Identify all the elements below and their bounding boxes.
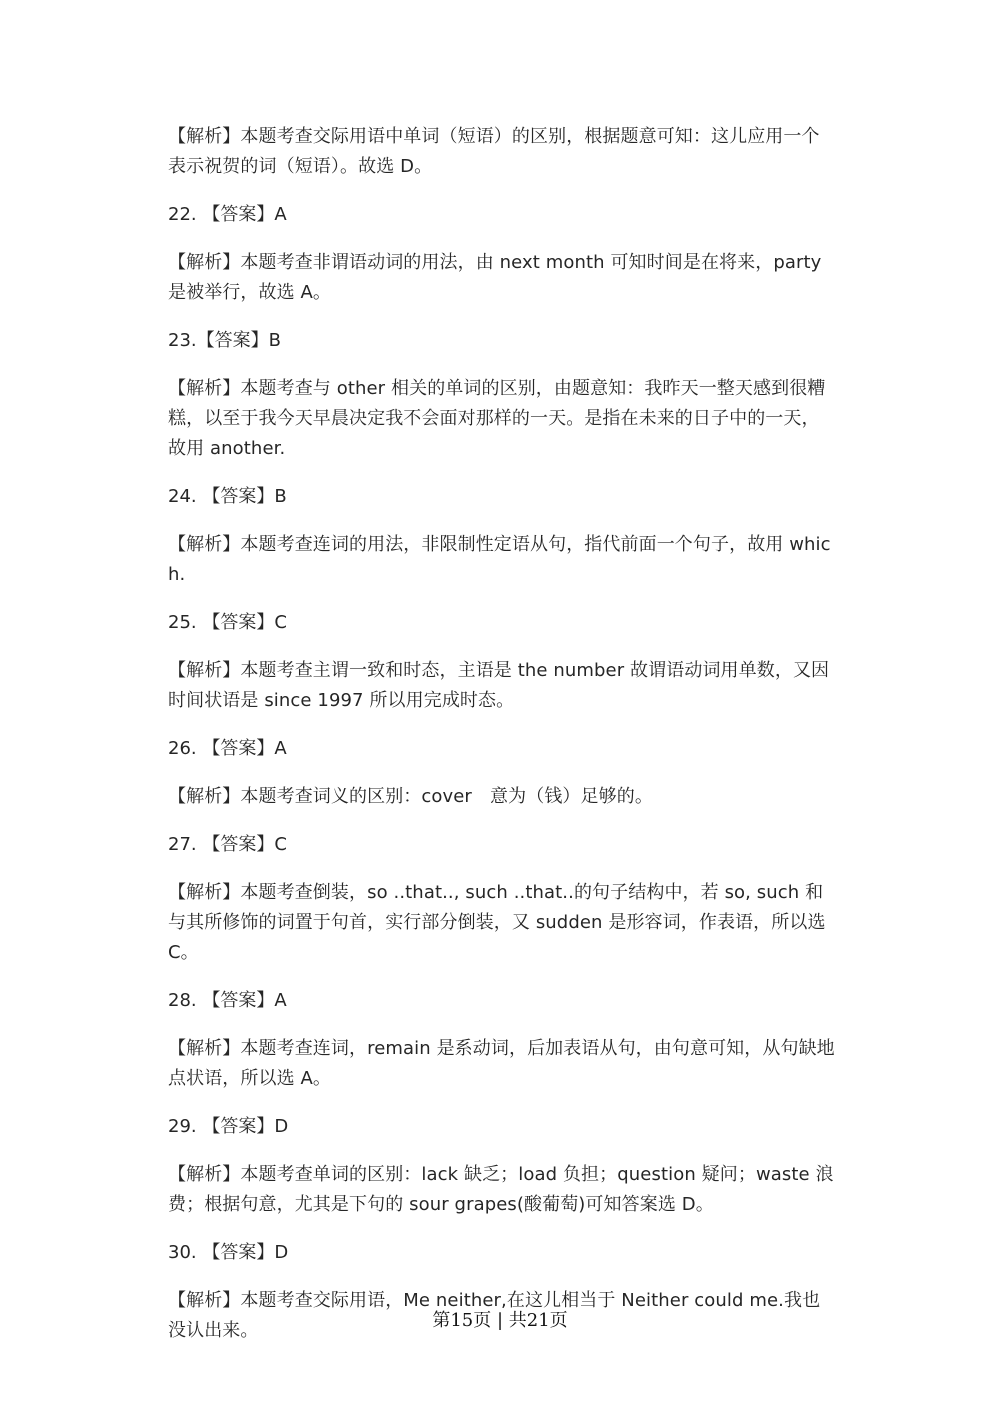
answer-line: 28. 【答案】A [168,990,287,1011]
explanation-paragraph: 【解析】本题考查主谓一致和时态，主语是 the number 故谓语动词用单数，又因时间状语是 since 1997 所以用完成时态。 [168,660,830,711]
explanation-paragraph: 【解析】本题考查连词，remain 是系动词，后加表语从句，由句意可知，从句缺地点状语，所以选 A。 [168,1038,835,1089]
explanation-paragraph: 【解析】本题考查连词的用法，非限制性定语从句，指代前面一个句子，故用 which. [168,534,831,585]
explanation-paragraph: 【解析】本题考查非谓语动词的用法，由 next month 可知时间是在将来，party 是被举行，故选 A。 [168,252,822,303]
answer-line: 23.【答案】B [168,330,281,351]
answer-line: 27. 【答案】C [168,834,287,855]
answer-line: 29. 【答案】D [168,1116,289,1137]
page-footer: 第15页 | 共21页 [432,1310,568,1331]
answer-line: 24. 【答案】B [168,486,287,507]
answer-line: 22. 【答案】A [168,204,287,225]
answer-line: 26. 【答案】A [168,738,287,759]
explanation-paragraph: 【解析】本题考查交际用语中单词（短语）的区别，根据题意可知：这儿应用一个表示祝贺的词（短语）。故选 D。 [168,126,820,177]
answer-line: 25. 【答案】C [168,612,287,633]
answer-line: 30. 【答案】D [168,1242,289,1263]
explanation-paragraph: 【解析】本题考查单词的区别：lack 缺乏；load 负担；question 疑问；waste 浪费；根据句意，尤其是下句的 sour grapes(酸葡萄)可知答案选 D。 [168,1164,834,1215]
explanation-paragraph: 【解析】本题考查倒装，so ..that.., such ..that..的句子结构中，若 so, such 和与其所修饰的词置于句首，实行部分倒装，又 sudden 是形容词，作表语，所以选 C。 [168,882,826,963]
explanation-paragraph: 【解析】本题考查词义的区别：cover 意为（钱）足够的。 [168,786,653,807]
answer-explanations [168,122,836,1364]
explanation-paragraph: 【解析】本题考查与 other 相关的单词的区别，由题意知：我昨天一整天感到很糟糕，以至于我今天早晨决定我不会面对那样的一天。是指在未来的日子中的一天，故用 another. [168,378,826,459]
explanation-paragraph: 【解析】本题考查交际用语，Me neither,在这儿相当于 Neither could me.我也没认出来。 [168,1290,821,1341]
